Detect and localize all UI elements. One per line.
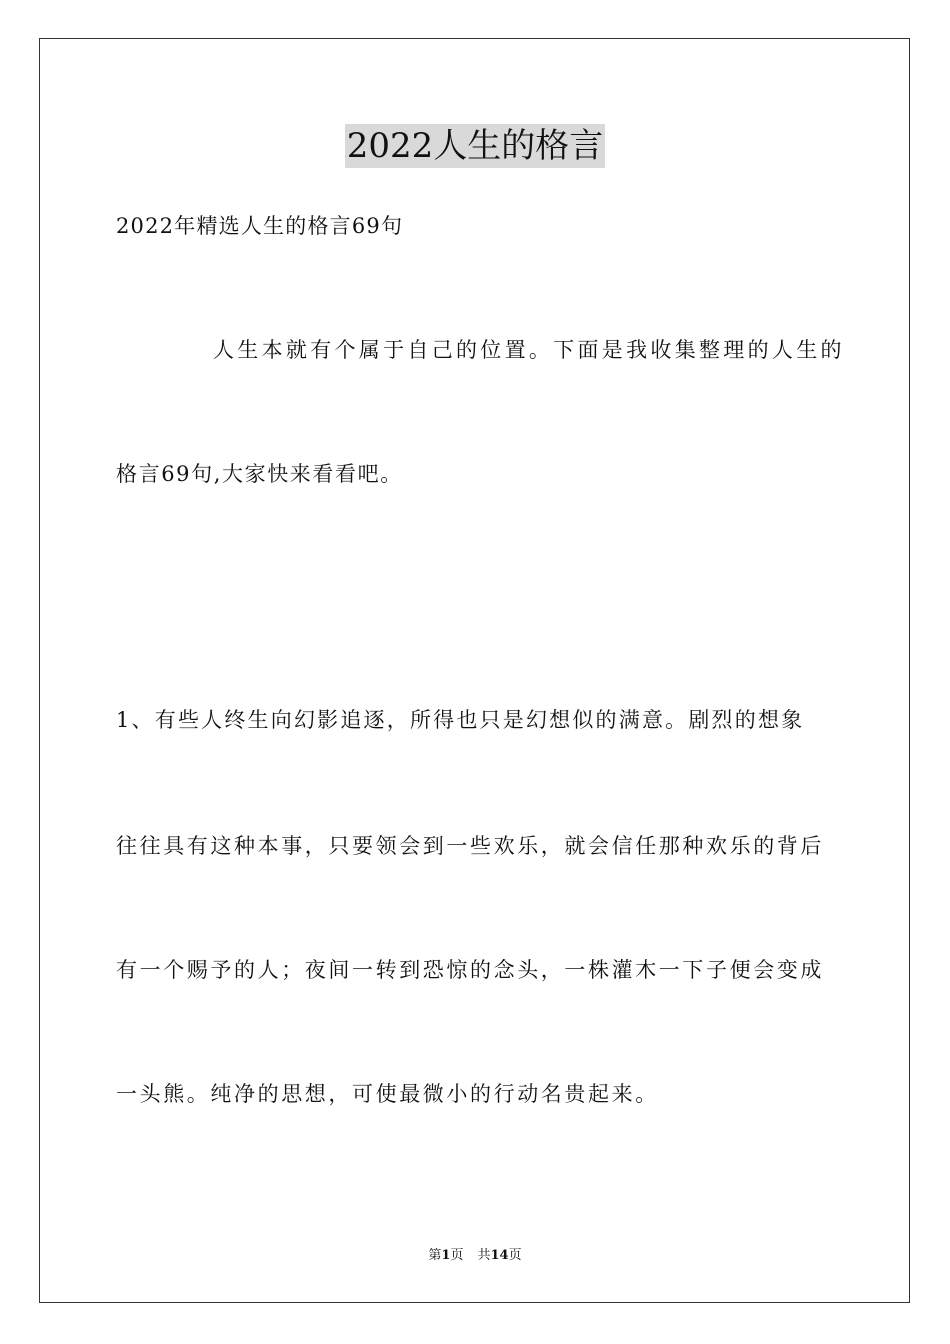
document-title: 2022人生的格言 xyxy=(346,126,604,166)
quote-line-3: 有一个赐予的人；夜间一转到恐惊的念头，一株灌木一下子便会变成 xyxy=(116,958,824,982)
footer-page-suffix: 页 xyxy=(450,1248,464,1263)
intro-line-2: 格言69句,大家快来看看吧。 xyxy=(116,462,403,486)
quote-line-2: 往往具有这种本事，只要领会到一些欢乐，就会信任那种欢乐的背后 xyxy=(116,834,824,858)
document-subtitle: 2022年精选人生的格言69句 xyxy=(116,214,404,238)
footer-total-suffix: 页 xyxy=(508,1248,522,1263)
footer-page-prefix: 第 xyxy=(428,1248,442,1263)
quote-line-1: 1、有些人终生向幻影追逐，所得也只是幻想似的满意。剧烈的想象 xyxy=(116,708,805,732)
title-container xyxy=(0,124,950,168)
page-footer xyxy=(0,1247,950,1265)
footer-total-prefix: 共 xyxy=(477,1248,491,1263)
quote-line-4: 一头熊。纯净的思想，可使最微小的行动名贵起来。 xyxy=(116,1082,659,1106)
footer-total-pages: 14 xyxy=(490,1248,509,1263)
intro-line-1: 人生本就有个属于自己的位置。下面是我收集整理的人生的 xyxy=(213,338,845,362)
footer-page-number: 1 xyxy=(441,1248,451,1263)
